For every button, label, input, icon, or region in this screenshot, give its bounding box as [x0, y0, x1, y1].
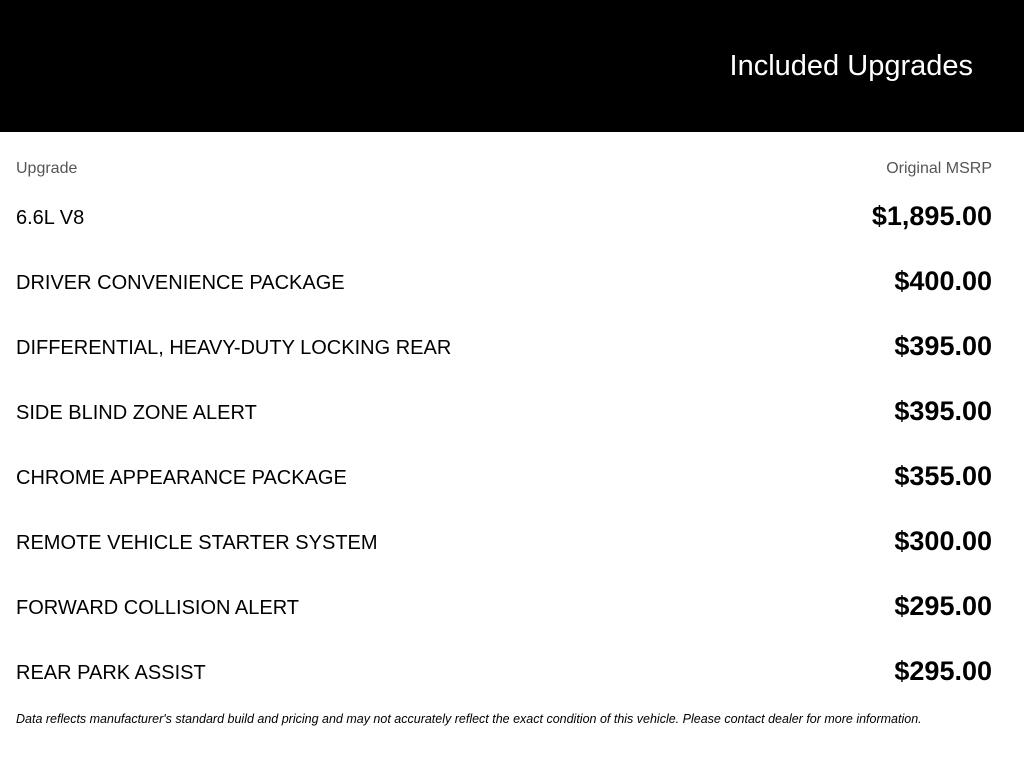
upgrade-price: $400.00	[894, 266, 992, 296]
upgrade-name: CHROME APPEARANCE PACKAGE	[16, 467, 347, 489]
header-banner	[0, 0, 1024, 132]
upgrade-row	[16, 380, 992, 445]
upgrade-row	[16, 315, 992, 380]
upgrades-list	[16, 185, 992, 705]
upgrade-price: $295.00	[894, 656, 992, 686]
upgrade-row	[16, 185, 992, 250]
page-title: Included Upgrades	[729, 50, 973, 82]
upgrade-column-header: Upgrade	[16, 160, 78, 177]
upgrade-row	[16, 575, 992, 640]
upgrade-price: $355.00	[894, 461, 992, 491]
disclaimer-text: Data reflects manufacturer's standard build and pricing and may not accurately reflect the exact condition of this vehicle. Please contact dealer for more information.	[16, 712, 922, 726]
upgrade-name: REAR PARK ASSIST	[16, 662, 206, 684]
upgrade-name: REMOTE VEHICLE STARTER SYSTEM	[16, 532, 378, 554]
msrp-column-header: Original MSRP	[886, 160, 992, 177]
column-headers	[16, 160, 992, 180]
upgrade-price: $395.00	[894, 331, 992, 361]
upgrade-price: $295.00	[894, 591, 992, 621]
upgrade-name: FORWARD COLLISION ALERT	[16, 597, 300, 619]
upgrade-price: $1,895.00	[871, 201, 992, 231]
upgrade-row	[16, 510, 992, 575]
upgrade-price: $395.00	[894, 396, 992, 426]
upgrade-price: $300.00	[894, 526, 992, 556]
upgrade-row	[16, 250, 992, 315]
upgrade-row	[16, 640, 992, 705]
upgrade-name: DIFFERENTIAL, HEAVY-DUTY LOCKING REAR	[16, 337, 452, 359]
upgrade-row	[16, 445, 992, 510]
upgrade-name: 6.6L V8	[16, 207, 85, 229]
upgrade-name: SIDE BLIND ZONE ALERT	[16, 402, 257, 424]
upgrade-name: DRIVER CONVENIENCE PACKAGE	[16, 272, 345, 294]
